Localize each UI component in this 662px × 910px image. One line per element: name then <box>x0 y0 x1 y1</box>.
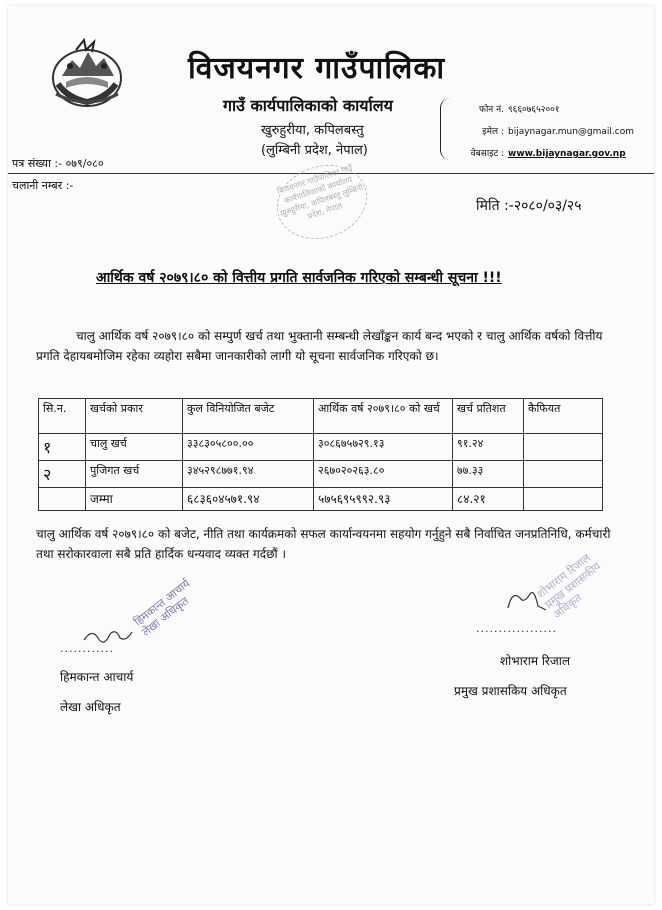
header-expense-type: खर्चको प्रकार <box>86 399 183 434</box>
signature-line-right: .................. <box>476 622 557 635</box>
website-link[interactable]: www.bijaynagar.gov.np <box>508 149 626 159</box>
intro-paragraph: चालु आर्थिक वर्ष २०७९।८० को सम्पुर्ण खर्च तथा भुक्तानी सम्बन्धी लेखाँङ्कन कार्य बन्द भएको र चालु आर्थिक वर्षको वित्तीय प्रगति देहायबमोजिम रहेका व्यहोरा सबैमा जानकारीको लागी यो सूचना सार्वजनिक गरिएको छ। <box>36 329 603 363</box>
header-sn: सि.न. <box>39 399 86 434</box>
table-header-row <box>39 399 603 434</box>
cell-type: चालु खर्च <box>86 434 183 461</box>
cell-remarks <box>524 434 603 461</box>
header-expense: आर्थिक वर्ष २०७९।८० को खर्च <box>314 399 453 434</box>
contact-website <box>460 146 626 159</box>
thanks-paragraph: चालु आर्थिक वर्ष २०७९।८० को बजेट, नीति तथा कार्यक्रमको सफल कार्यान्वयनमा सहयोग गर्नुहुने सबै निर्वाचित जनप्रतिनिधि, कर्मचारी तथा सरोकारवाला सबै प्रति हार्दिक धन्यवाद व्यक्त गर्दछौं । <box>36 527 611 561</box>
address-line-1: खुरुहुरीया, कपिलबस्तु <box>261 123 364 138</box>
signatory-role-left: लेखा अधिकृत <box>60 700 121 714</box>
cell-total-percent: ८४.२१ <box>453 488 524 511</box>
patra-sankhya: पत्र संख्या :- ०७९/०८० <box>12 157 104 170</box>
notice-date: मिति :-२०८०/०३/२५ <box>476 198 582 214</box>
signature-stamp-left: हिमकान्त आचार्य लेखा अधिकृत <box>131 576 193 639</box>
cell-sn: १ <box>39 434 86 461</box>
cell-expense: ३०८६७५७२९.१३ <box>314 434 453 461</box>
email-value[interactable]: bijaynagar.mun@gmail.com <box>508 127 634 137</box>
cell-sn: २ <box>39 461 86 488</box>
cell-percent: ९१.२४ <box>453 434 524 461</box>
contact-email <box>460 124 634 137</box>
signatory-role-right: प्रमुख प्रशासकिय अधिकृत <box>454 684 567 698</box>
header-total-budget: कुल विनियोजित बजेट <box>183 399 314 434</box>
phone-value: ९६६०७६५२००१ <box>508 105 560 115</box>
header-percent: खर्च प्रतिशत <box>453 399 524 434</box>
chalani-number: चलानी नम्बर :- <box>12 179 74 192</box>
table-row <box>39 461 603 488</box>
signature-line-left: ............ <box>60 642 114 655</box>
phone-label: फोन नं. <box>479 105 504 115</box>
signature-stamp-right: शोभाराम रिजाल प्रमुख प्रशासकीय अधिकृत <box>534 551 604 622</box>
cell-total-label: जम्मा <box>86 488 183 511</box>
signatory-name-left: हिमकान्त आचार्य <box>60 670 134 684</box>
cell-percent: ७७.३३ <box>453 461 524 488</box>
cell-remarks <box>524 488 603 511</box>
cell-type: पुजिगत खर्च <box>86 461 183 488</box>
notice-page <box>8 6 654 904</box>
cell-budget: ३४५२९८७७१.९४ <box>183 461 314 488</box>
office-name: गाउँ कार्यपालिकाको कार्यालय <box>223 96 393 115</box>
table-total-row <box>39 488 603 511</box>
website-label: वेबसाइट : <box>470 149 504 159</box>
email-label: इमेल : <box>482 127 504 137</box>
contact-brace <box>440 98 451 160</box>
nepal-emblem-icon <box>48 36 126 114</box>
financial-progress-table <box>38 398 603 511</box>
cell-remarks <box>524 461 603 488</box>
cell-sn <box>39 488 86 511</box>
notice-subject: आर्थिक वर्ष २०७९।८० को वित्तीय प्रगति सार्वजनिक गरिएको सम्बन्धी सूचना !!! <box>96 270 502 286</box>
contact-phone <box>460 102 559 115</box>
table-row <box>39 434 603 461</box>
address-line-2: (लुम्बिनी प्रदेश, नेपाल) <box>261 143 368 158</box>
cell-total-budget: ६८३६०४५७१.९४ <box>183 488 314 511</box>
cell-total-expense: ५७५६९५९९२.९३ <box>314 488 453 511</box>
cell-expense: २६७०२०२६३.८० <box>314 461 453 488</box>
signatory-name-right: शोभाराम रिजाल <box>500 654 570 668</box>
municipality-title: विजयनगर गाउँपालिका <box>188 51 446 86</box>
header-remarks: कैफियत <box>524 399 603 434</box>
office-stamp: विजयनगर गाउँपालिका गाउँ कार्यपालिकाको कार्यालय खुरुहुरीया, कपिलबस्तु लुम्बिनी प्रदेश, नेपाल <box>267 154 377 251</box>
cell-budget: ३३८३०५८००.०० <box>183 434 314 461</box>
